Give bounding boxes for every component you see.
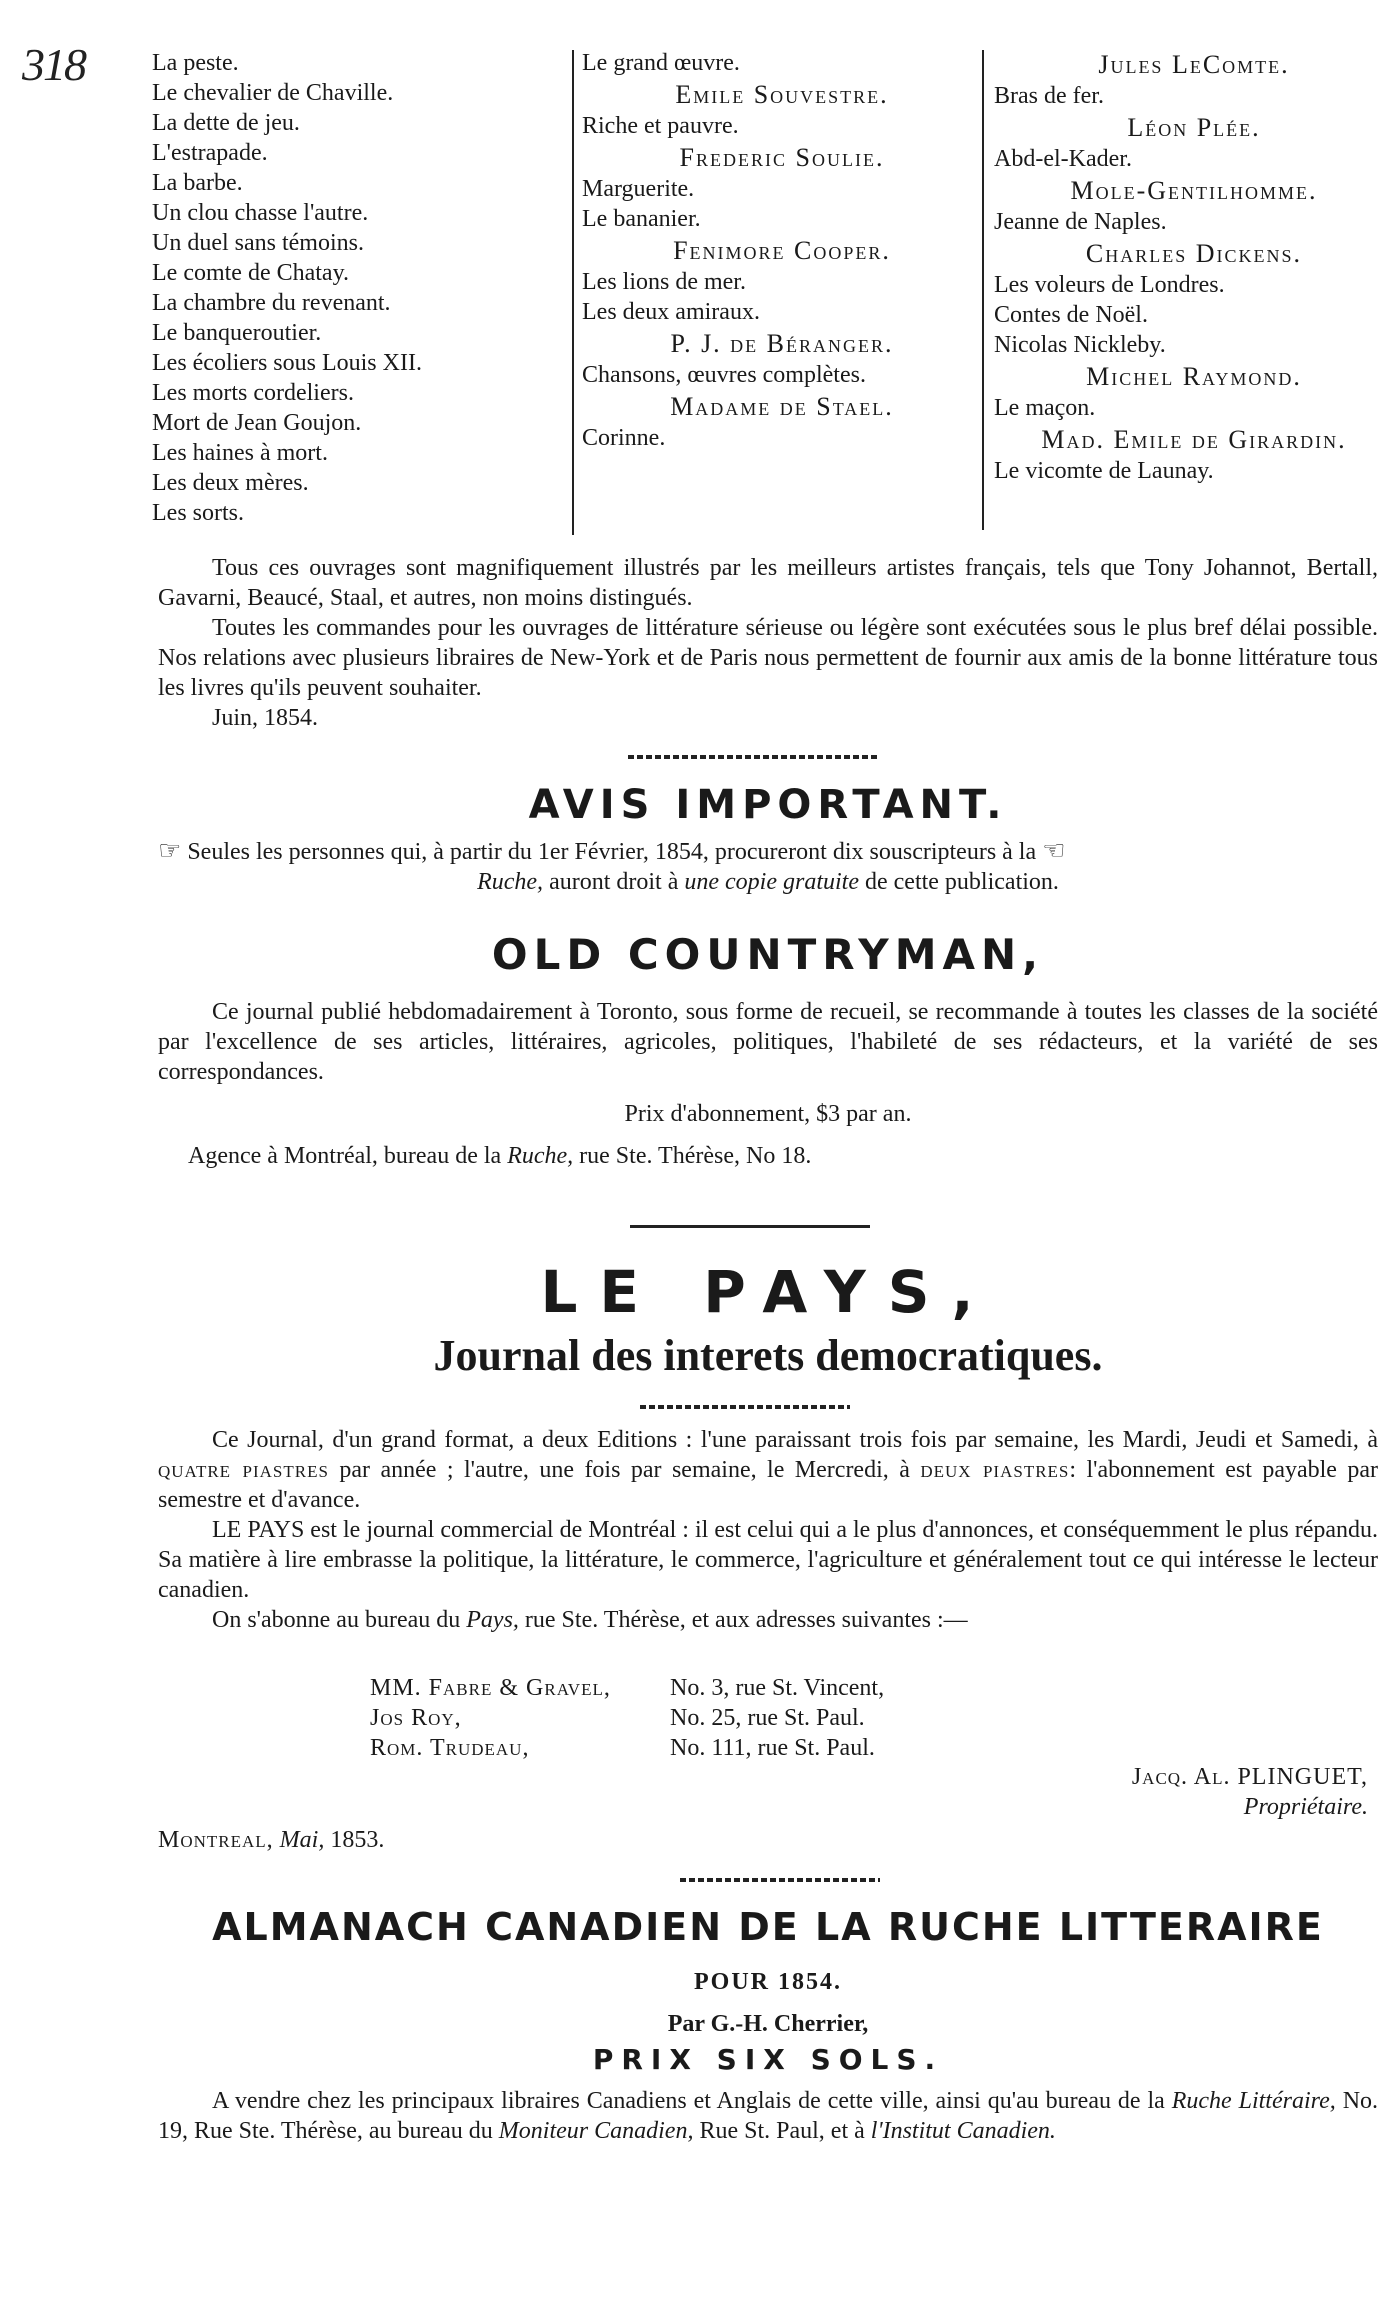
column-divider [572, 50, 574, 535]
author-name: Madame de Stael. [670, 392, 894, 421]
book-title: La barbe. [152, 170, 243, 196]
book-title: Les deux mères. [152, 470, 309, 496]
le-pays-heading: LE PAYS, [540, 1258, 996, 1326]
page-number: 318 [22, 39, 85, 90]
almanach-price: PRIX SIX SOLS. [592, 2043, 944, 2076]
wavy-rule [640, 1405, 850, 1409]
book-title: Le comte de Chatay. [152, 260, 350, 286]
almanach-section [158, 1905, 1378, 2146]
almanach-author: Par G.-H. Cherrier, [667, 2011, 869, 2037]
book-catalogue [152, 48, 1382, 538]
orders-note: Toutes les commandes pour les ouvrages de littérature sérieuse ou légère sont exécutées sous le plus bref délai possible. Nos relations avec plusieurs libraires de New-York et de Paris nous permettent de fournir aux amis de la bonne littérature tous les livres qu'ils peuvent souhaiter. [158, 615, 1378, 701]
subscription-agents [370, 1673, 884, 1763]
agent-row [370, 1733, 884, 1763]
almanach-year: POUR 1854. [694, 1969, 842, 1995]
book-title: Les écoliers sous Louis XII. [152, 350, 422, 376]
book-title: L'estrapade. [152, 140, 268, 166]
author-name: Jules LeComte. [1098, 50, 1290, 79]
book-title: Les deux amiraux. [582, 299, 760, 325]
catalogue-column-middle [582, 48, 982, 453]
author-name: Emile Souvestre. [675, 80, 889, 109]
agent-name: Jos Roy, [370, 1705, 462, 1731]
catalogue-column-left [152, 48, 562, 528]
agent-name: MM. Fabre & Gravel, [370, 1675, 611, 1701]
agent-address: No. 25, rue St. Paul. [670, 1705, 865, 1731]
avis-text: ☞ Seules les personnes qui, à partir du 1er Février, 1854, procureront dix souscripteurs à la ☜ Ruche, auront droit à une copie gratuite de cette publication. [158, 836, 1066, 895]
agent-name: Rom. Trudeau, [370, 1735, 530, 1761]
agent-address: No. 111, rue St. Paul. [670, 1735, 875, 1761]
catalogue-notes [158, 553, 1378, 733]
book-title: Nicolas Nickleby. [994, 332, 1166, 358]
le-pays-description: LE PAYS est le journal commercial de Montréal : il est celui qui a le plus d'annonces, et conséquemment le plus répandu. Sa matière à lire embrasse la politique, la littérature, le commerce, l'agriculture et généralement tout ce qui intéresse le lecteur canadien. [158, 1517, 1378, 1603]
book-title: Un clou chasse l'autre. [152, 200, 369, 226]
book-title: La dette de jeu. [152, 110, 300, 136]
book-title: Les morts cordeliers. [152, 380, 354, 406]
book-title: Le grand œuvre. [582, 50, 740, 76]
old-countryman-heading: OLD COUNTRYMAN, [491, 930, 1045, 979]
wavy-rule [628, 755, 878, 759]
pointing-hand-right-icon: ☞ [158, 836, 182, 866]
book-title: Les haines à mort. [152, 440, 328, 466]
author-name: Michel Raymond. [1086, 362, 1302, 391]
old-countryman-agency: Agence à Montréal, bureau de la Ruche, rue Ste. Thérèse, No 18. [188, 1143, 812, 1169]
book-title: Un duel sans témoins. [152, 230, 364, 256]
catalogue-column-right [994, 48, 1386, 486]
book-title: Abd-el-Kader. [994, 146, 1132, 172]
le-pays-subscription: On s'abonne au bureau du Pays, rue Ste. Thérèse, et aux adresses suivantes :— [212, 1607, 968, 1633]
almanach-heading: ALMANACH CANADIEN DE LA RUCHE LITTERAIRE [212, 1905, 1324, 1949]
book-title: La peste. [152, 50, 239, 76]
old-countryman-text: Ce journal publié hebdomadairement à Toronto, sous forme de recueil, se recommande à toutes les classes de la société par l'excellence de ses articles, littéraires, agricoles, politiques, l'habileté de ses rédacteurs, et la variété de ses correspondances. [158, 999, 1378, 1085]
book-title: Corinne. [582, 425, 666, 451]
le-pays-section [158, 1258, 1378, 1381]
book-title: Bras de fer. [994, 83, 1104, 109]
le-pays-dateline: Montreal, Mai, 1853. [158, 1827, 385, 1853]
book-title: Les voleurs de Londres. [994, 272, 1225, 298]
author-name: Charles Dickens. [1085, 239, 1303, 268]
book-title: Contes de Noël. [994, 302, 1148, 328]
proprietor-signature: Jacq. Al. PLINGUET, Propriétaire. [1131, 1764, 1368, 1820]
book-title: Le vicomte de Launay. [994, 458, 1214, 484]
book-title: Jeanne de Naples. [994, 209, 1167, 235]
book-title: Le chevalier de Chaville. [152, 80, 394, 106]
agent-row [370, 1703, 884, 1733]
book-title: Chansons, œuvres complètes. [582, 362, 866, 388]
avis-section [158, 782, 1378, 897]
almanach-text: A vendre chez les principaux libraires Canadiens et Anglais de cette ville, ainsi qu'au bureau de la Ruche Littéraire, No. 19, Rue Ste. Thérèse, au bureau du Moniteur Canadien, Rue St. Paul, et à l'Institut Canadien. [158, 2088, 1379, 2144]
book-title: Le bananier. [582, 206, 701, 232]
avis-heading: AVIS IMPORTANT. [528, 782, 1008, 828]
book-title: Les lions de mer. [582, 269, 746, 295]
book-title: Riche et pauvre. [582, 113, 739, 139]
author-name: P. J. de Béranger. [670, 329, 894, 358]
book-title: Mort de Jean Goujon. [152, 410, 362, 436]
author-name: Mad. Emile de Girardin. [1041, 425, 1347, 454]
author-name: Mole-Gentilhomme. [1070, 176, 1318, 205]
agent-row [370, 1673, 884, 1703]
book-title: Le banqueroutier. [152, 320, 322, 346]
column-divider [982, 50, 984, 530]
book-title: Les sorts. [152, 500, 244, 526]
pointing-hand-left-icon: ☜ [1042, 836, 1066, 866]
notes-date: Juin, 1854. [212, 705, 319, 731]
le-pays-subheading: Journal des interets democratiques. [433, 1331, 1103, 1380]
old-countryman-price: Prix d'abonnement, $3 par an. [624, 1101, 912, 1127]
wavy-rule [680, 1878, 880, 1882]
le-pays-signature-area [158, 1762, 1378, 1822]
book-title: La chambre du revenant. [152, 290, 391, 316]
author-name: Léon Plée. [1127, 113, 1261, 142]
illustration-note: Tous ces ouvrages sont magnifiquement illustrés par les meilleurs artistes français, tels que Tony Johannot, Bertall, Gavarni, Beaucé, Staal, et autres, non moins distingués. [158, 555, 1378, 611]
book-title: Marguerite. [582, 176, 695, 202]
author-name: Fenimore Cooper. [673, 236, 891, 265]
agent-address: No. 3, rue St. Vincent, [670, 1675, 885, 1701]
rule [630, 1225, 870, 1228]
book-title: Le maçon. [994, 395, 1096, 421]
author-name: Frederic Soulie. [679, 143, 885, 172]
le-pays-body [158, 1425, 1378, 1635]
le-pays-editions: Ce Journal, d'un grand format, a deux Editions : l'une paraissant trois fois par semaine, les Mardi, Jeudi et Samedi, à quatre piastres par année ; l'autre, une fois par semaine, le Mercredi, à deux piastres: l'abonnement est payable par semestre et d'avance. [158, 1427, 1379, 1513]
old-countryman-section [158, 930, 1378, 1171]
